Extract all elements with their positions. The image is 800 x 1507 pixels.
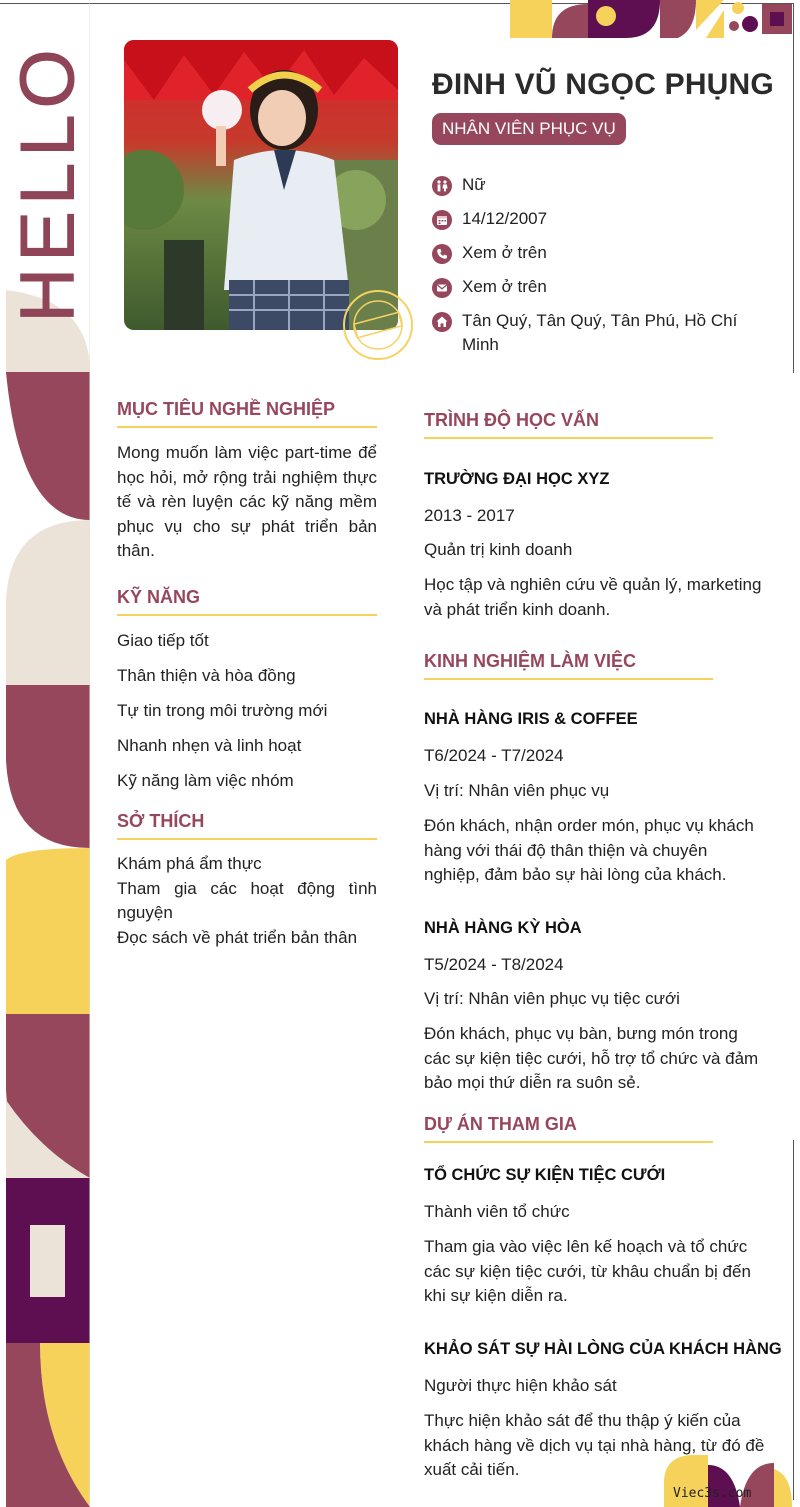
skills-list — [117, 629, 377, 804]
gender-text: Nữ — [462, 175, 486, 194]
education-school — [424, 467, 769, 492]
project-title: KHẢO SÁT SỰ HÀI LÒNG CỦA KHÁCH HÀNG — [424, 1340, 782, 1358]
job-position: Vị trí: Nhân viên phục vụ tiệc cưới — [424, 989, 680, 1008]
project-desc: Thực hiện khảo sát để thu thập ý kiến của khách hàng về dịch vụ tại nhà hàng, từ đó đề xuất cải tiến. — [424, 1411, 765, 1479]
job-company — [424, 916, 769, 941]
job-period: T5/2024 - T8/2024 — [424, 955, 564, 974]
hello-text: HELLO — [5, 43, 91, 323]
education-title: TRÌNH ĐỘ HỌC VẤN — [424, 410, 713, 439]
hobby-item: Đọc sách về phát triển bản thân — [117, 927, 358, 947]
received-stamp-icon — [341, 288, 415, 362]
address-text: Tân Quý, Tân Quý, Tân Phú, Hồ Chí Minh — [462, 311, 738, 354]
job-company-name: NHÀ HÀNG IRIS & COFFEE — [424, 710, 638, 728]
contact-list — [432, 173, 762, 367]
contact-phone — [432, 241, 762, 265]
contact-email — [432, 275, 762, 299]
email-icon — [432, 278, 452, 298]
education-desc: Học tập và nghiên cứu về quản lý, marketing và phát triển kinh doanh. — [424, 575, 762, 619]
job-company — [424, 707, 769, 732]
candidate-name: ĐINH VŨ NGỌC PHỤNG — [432, 68, 774, 101]
objective-text: Mong muốn làm việc part-time để học hỏi, mở rộng trải nghiệm thực tế và rèn luyện các kỹ năng mềm phục vụ cho sự phát triển bản thân. — [117, 443, 377, 560]
job-desc: Đón khách, nhận order món, phục vụ khách hàng với thái độ thân thiện và chuyên nghiệp, đảm bảo sự hài lòng của khách. — [424, 816, 754, 884]
education-period: 2013 - 2017 — [424, 506, 515, 525]
left-decoration — [0, 0, 90, 1507]
contact-birthday — [432, 207, 762, 231]
hobbies-list — [117, 852, 377, 950]
email-text: Xem ở trên — [462, 277, 547, 296]
job-period: T6/2024 - T7/2024 — [424, 746, 564, 765]
experience-title: KINH NGHIỆM LÀM VIỆC — [424, 651, 713, 680]
project-role: Thành viên tổ chức — [424, 1202, 570, 1221]
gender-icon — [432, 176, 452, 196]
skill-item: Thân thiện và hòa đồng — [117, 666, 296, 685]
job-title-badge: NHÂN VIÊN PHỤC VỤ — [432, 113, 626, 145]
home-icon — [432, 312, 452, 332]
hobby-item: Khám phá ẩm thực — [117, 854, 262, 873]
school-name: TRƯỜNG ĐẠI HỌC XYZ — [424, 470, 610, 488]
skills-title: KỸ NĂNG — [117, 587, 377, 616]
phone-icon — [432, 244, 452, 264]
contact-address — [432, 309, 762, 357]
education-major: Quản trị kinh doanh — [424, 540, 573, 559]
hobby-item: Tham gia các hoạt động tình nguyện — [117, 878, 377, 922]
contact-gender — [432, 173, 762, 197]
birthday-text: 14/12/2007 — [462, 209, 548, 228]
project-title: TỔ CHỨC SỰ KIỆN TIỆC CƯỚI — [424, 1166, 666, 1184]
skill-item: Tự tin trong môi trường mới — [117, 701, 328, 720]
top-decoration — [510, 0, 794, 38]
calendar-icon — [432, 210, 452, 230]
project-role: Người thực hiện khảo sát — [424, 1376, 617, 1395]
skill-item: Nhanh nhẹn và linh hoạt — [117, 736, 302, 755]
right-border-lower — [793, 1140, 794, 1500]
job-desc: Đón khách, phục vụ bàn, bưng món trong các sự kiện tiệc cưới, hỗ trợ tổ chức và đảm bảo mọi thứ diễn ra suôn sẻ. — [424, 1024, 759, 1092]
watermark-text: Viec3s.com — [673, 1486, 752, 1501]
objective-title: MỤC TIÊU NGHỀ NGHIỆP — [117, 399, 377, 428]
project-name — [424, 1163, 769, 1188]
projects-title: DỰ ÁN THAM GIA — [424, 1114, 713, 1143]
project-name — [424, 1337, 784, 1362]
phone-text: Xem ở trên — [462, 243, 547, 262]
skill-item: Kỹ năng làm việc nhóm — [117, 771, 294, 790]
job-position: Vị trí: Nhân viên phục vụ — [424, 781, 610, 800]
profile-photo — [124, 40, 398, 330]
skill-item: Giao tiếp tốt — [117, 631, 209, 650]
job-company-name: NHÀ HÀNG KỲ HÒA — [424, 919, 582, 937]
project-desc: Tham gia vào việc lên kế hoạch và tổ chức các sự kiện tiệc cưới, từ khâu chuẩn bị đến khi sự kiện diễn ra. — [424, 1237, 751, 1305]
right-border — [793, 3, 794, 373]
hobbies-title: SỞ THÍCH — [117, 811, 377, 840]
